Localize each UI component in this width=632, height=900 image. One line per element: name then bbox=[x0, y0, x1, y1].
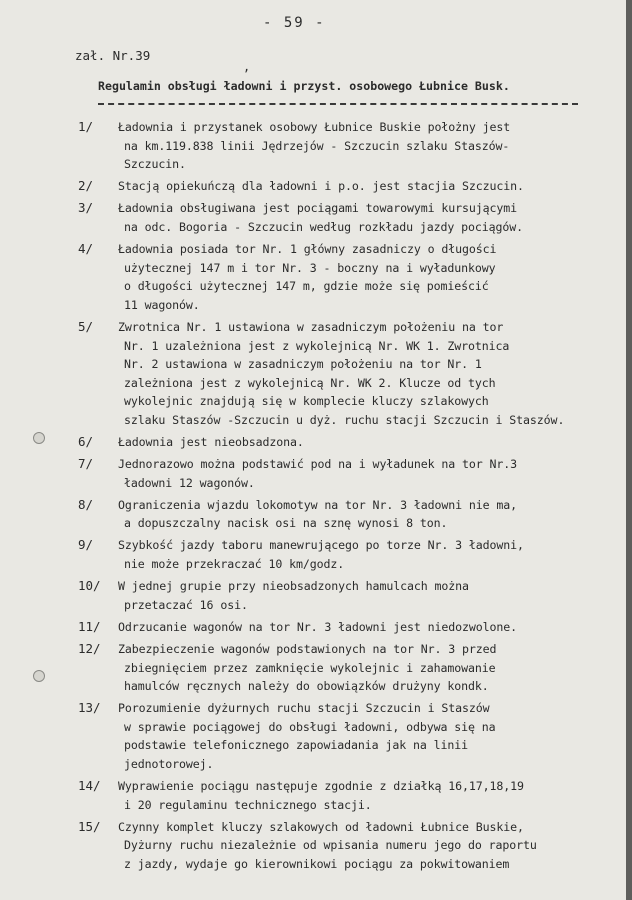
item-text-line: Porozumienie dyżurnych ruchu stacji Szczucin i Staszów bbox=[118, 701, 490, 716]
item-text bbox=[118, 777, 626, 814]
item-text bbox=[118, 699, 626, 773]
item-text-line: zbiegnięciem przez zamknięcie wykolejnic i zahamowanie bbox=[124, 660, 496, 675]
item-text-line: Szczucin. bbox=[124, 157, 186, 172]
item-number: 15/ bbox=[78, 818, 101, 834]
item-text-line: ładowni 12 wagonów. bbox=[124, 475, 255, 490]
item-text-line: hamulców ręcznych należy do obowiązków drużyny kondk. bbox=[124, 679, 489, 694]
regulation-item bbox=[78, 455, 626, 492]
item-text bbox=[118, 177, 626, 196]
item-text-line: Nr. 2 ustawiona w zasadniczym położeniu na tor Nr. 1 bbox=[124, 357, 482, 372]
item-text-line: użytecznej 147 m i tor Nr. 3 - boczny na i wyładunkowy bbox=[124, 260, 496, 275]
item-text bbox=[118, 318, 626, 430]
item-number: 5/ bbox=[78, 318, 94, 334]
item-text-line: przetaczać 16 osi. bbox=[124, 597, 248, 612]
item-text-line: Zabezpieczenie wagonów podstawionych na tor Nr. 3 przed bbox=[118, 641, 497, 656]
regulation-item bbox=[78, 536, 626, 573]
item-text bbox=[118, 577, 626, 614]
item-text bbox=[118, 536, 626, 573]
item-number: 6/ bbox=[78, 434, 94, 449]
regulation-item bbox=[78, 618, 626, 637]
regulation-item bbox=[78, 433, 626, 452]
item-number: 14/ bbox=[78, 778, 101, 794]
page-number: - 59 - bbox=[263, 15, 326, 31]
item-text bbox=[118, 433, 626, 452]
item-number: 8/ bbox=[78, 496, 94, 512]
regulation-item bbox=[78, 577, 626, 614]
item-text-line: Nr. 1 uzależniona jest z wykolejnicą Nr. WK 1. Zwrotnica bbox=[124, 338, 510, 353]
item-text-line: Szybkość jazdy taboru manewrującego po torze Nr. 3 ładowni, bbox=[118, 538, 524, 553]
item-text bbox=[118, 118, 626, 174]
punch-hole-mark bbox=[33, 432, 45, 444]
item-text-line: z jazdy, wydaje go kierownikowi pociągu za pokwitowaniem bbox=[124, 856, 510, 871]
title-underline bbox=[98, 103, 578, 105]
item-text-line: W jednej grupie przy nieobsadzonych hamulcach można bbox=[118, 579, 469, 594]
regulation-item bbox=[78, 240, 626, 314]
regulation-item bbox=[78, 118, 626, 174]
item-text-line: podstawie telefonicznego zapowiadania jak na linii bbox=[124, 738, 469, 753]
item-text-line: Stacją opiekuńczą dla ładowni i p.o. jest stacjia Szczucin. bbox=[118, 179, 524, 194]
item-text bbox=[118, 455, 626, 492]
regulation-item bbox=[78, 640, 626, 696]
item-text-line: w sprawie pociągowej do obsługi ładowni, odbywa się na bbox=[124, 719, 496, 734]
item-number: 7/ bbox=[78, 456, 94, 472]
regulation-items bbox=[78, 118, 626, 877]
item-text-line: i 20 regulaminu technicznego stacji. bbox=[124, 797, 372, 812]
pen-tick-mark: , bbox=[243, 60, 251, 74]
item-text-line: na km.119.838 linii Jędrzejów - Szczucin szlaku Staszów- bbox=[124, 138, 510, 153]
item-text bbox=[118, 818, 626, 874]
regulation-item bbox=[78, 496, 626, 533]
item-text bbox=[118, 496, 626, 533]
regulation-item bbox=[78, 177, 626, 196]
item-number: 9/ bbox=[78, 537, 94, 553]
item-text-line: zależniona jest z wykolejnicą Nr. WK 2. Klucze od tych bbox=[124, 375, 496, 390]
page-edge-shadow bbox=[626, 0, 632, 900]
item-number: 13/ bbox=[78, 700, 101, 716]
item-text-line: Dyżurny ruchu niezależnie od wpisania numeru jego do raportu bbox=[124, 838, 537, 853]
item-number: 3/ bbox=[78, 200, 94, 216]
item-text-line: Ładownia obsługiwana jest pociągami towarowymi kursującymi bbox=[118, 201, 518, 216]
item-text-line: na odc. Bogoria - Szczucin według rozkładu jazdy pociągów. bbox=[124, 219, 524, 234]
document-title: Regulamin obsługi ładowni i przyst. osobowego Łubnice Busk. bbox=[98, 79, 510, 93]
item-text-line: Odrzucanie wagonów na tor Nr. 3 ładowni jest niedozwolone. bbox=[118, 619, 518, 634]
item-number: 4/ bbox=[78, 241, 94, 257]
item-number: 11/ bbox=[78, 618, 101, 634]
regulation-item bbox=[78, 199, 626, 236]
item-text-line: jednotorowej. bbox=[124, 757, 214, 771]
regulation-item bbox=[78, 699, 626, 773]
item-text-line: Wyprawienie pociągu następuje zgodnie z działką 16,17,18,19 bbox=[118, 779, 524, 794]
item-text bbox=[118, 199, 626, 236]
item-text-line: nie może przekraczać 10 km/godz. bbox=[124, 557, 345, 572]
item-text bbox=[118, 618, 626, 637]
attachment-reference: zał. Nr.39 bbox=[75, 48, 151, 63]
item-text-line: Ładownia jest nieobsadzona. bbox=[118, 435, 304, 449]
item-number: 10/ bbox=[78, 578, 101, 594]
regulation-item bbox=[78, 777, 626, 814]
item-text-line: a dopuszczalny nacisk osi na sznę wynosi 8 ton. bbox=[124, 516, 448, 531]
item-text bbox=[118, 240, 626, 314]
item-text-line: 11 wagonów. bbox=[124, 297, 200, 312]
regulation-item bbox=[78, 318, 626, 430]
punch-hole-mark bbox=[33, 670, 45, 682]
item-text-line: Jednorazowo można podstawić pod na i wyładunek na tor Nr.3 bbox=[118, 457, 518, 472]
item-text-line: o długości użytecznej 147 m, gdzie może się pomieścić bbox=[124, 279, 489, 294]
item-text-line: Ładownia i przystanek osobowy Łubnice Buskie położny jest bbox=[118, 120, 511, 134]
item-text bbox=[118, 640, 626, 696]
item-number: 12/ bbox=[78, 640, 101, 656]
item-number: 1/ bbox=[78, 119, 94, 134]
item-text-line: Ograniczenia wjazdu lokomotyw na tor Nr. 3 ładowni nie ma, bbox=[118, 497, 518, 512]
item-text-line: Czynny komplet kluczy szlakowych od ładowni Łubnice Buskie, bbox=[118, 819, 524, 834]
item-text-line: szlaku Staszów -Szczucin u dyż. ruchu stacji Szczucin i Staszów. bbox=[124, 412, 565, 427]
regulation-item bbox=[78, 818, 626, 874]
item-text-line: Zwrotnica Nr. 1 ustawiona w zasadniczym położeniu na tor bbox=[118, 319, 504, 334]
item-number: 2/ bbox=[78, 178, 94, 194]
item-text-line: wykolejnic znajdują się w komplecie kluczy szlakowych bbox=[124, 394, 489, 409]
item-text-line: Ładownia posiada tor Nr. 1 główny zasadniczy o długości bbox=[118, 242, 497, 257]
